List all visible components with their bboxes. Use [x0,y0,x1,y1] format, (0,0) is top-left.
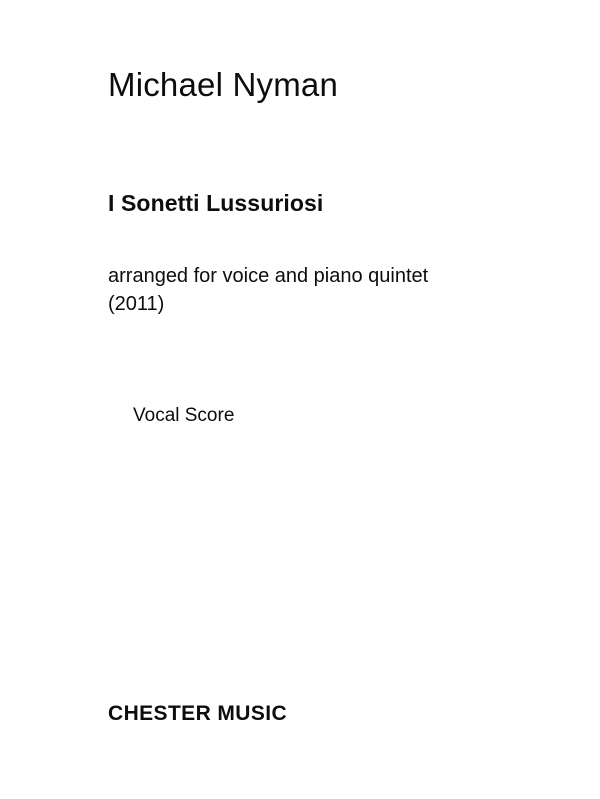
arrangement-line-1: arranged for voice and piano quintet [108,265,429,287]
score-type-label: Vocal Score [133,405,235,426]
arrangement-line-2: (2011) [108,293,165,315]
work-title: I Sonetti Lussuriosi [108,190,324,216]
arrangement-description [108,262,548,318]
composer-name: Michael Nyman [108,66,339,103]
publisher-name: CHESTER MUSIC [108,702,288,725]
